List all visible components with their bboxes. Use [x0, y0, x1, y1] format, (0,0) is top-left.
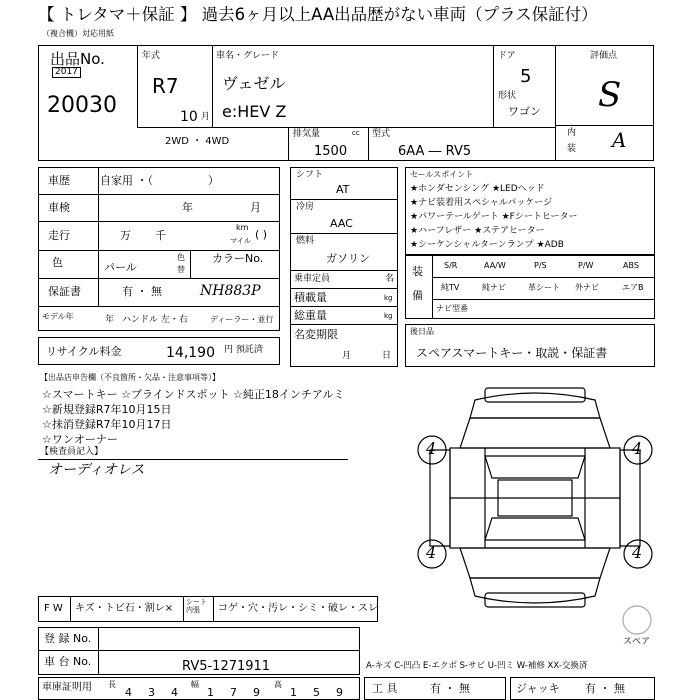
recycle-unit: 円 預託済	[224, 345, 263, 355]
mileage-mile: マイル	[230, 237, 251, 245]
car-diagram	[410, 378, 660, 618]
cert-label: 車庫証明用	[42, 682, 92, 693]
remark-3: ☆抹消登録R7年10月17日	[42, 418, 172, 431]
mileage-label: 走行	[48, 229, 70, 242]
jack-value: 有 ・ 無	[585, 682, 625, 695]
cert-value-8: 5	[313, 686, 320, 699]
car-diagram-svg	[410, 378, 660, 618]
damage-legend: A-キズ C-凹凸 E-エクボ S-サビ U-凹ミ W-補修 XX-交換済	[366, 661, 588, 671]
body-type-label: 形状	[498, 91, 517, 101]
drive-value: 2WD ・ 4WD	[165, 136, 230, 147]
interior-label-2: 装	[567, 144, 577, 154]
listing-stamp: 2017	[52, 67, 81, 78]
seat-label: シート 内張	[186, 598, 207, 614]
recycle-value: 14,190	[166, 345, 215, 361]
listing-number: 20030	[47, 93, 117, 118]
aircon-label: 冷房	[296, 202, 315, 212]
inspection-label: 車検	[48, 201, 70, 214]
model-code-label: 型式	[372, 129, 391, 139]
cert-label-width: 幅	[191, 680, 199, 689]
cert-value-1: 4	[125, 686, 132, 699]
shift-value: AT	[336, 183, 350, 196]
load-unit: kg	[384, 294, 393, 302]
mileage-km: km	[236, 223, 249, 232]
equip-navi-model: ナビ型番	[436, 304, 468, 313]
fuel-value: ガソリン	[326, 252, 370, 265]
equip-airbag: エアB	[622, 283, 644, 292]
equipment-label-2: 備	[412, 289, 423, 302]
chassis-label: 車 台 No.	[44, 655, 92, 668]
name-change-month: 月	[342, 351, 352, 361]
mileage-sen: 千	[155, 229, 166, 242]
equip-pw: P/W	[578, 261, 594, 270]
model-row-dealer: ディーラー・並行	[210, 315, 274, 324]
interior-value: A	[612, 128, 627, 152]
history-label: 車歴	[48, 174, 70, 187]
cert-value-4: 1	[207, 686, 214, 699]
model-row-label: モデル年	[42, 312, 74, 321]
body-type-value: ワゴン	[508, 105, 541, 118]
equip-aaw: AA/W	[484, 261, 506, 270]
remarks-label: 【出品店申告欄（不良箇所・欠品・注意事項等）】	[40, 373, 220, 382]
fuel-label: 燃料	[296, 236, 315, 246]
fw-label: F W	[44, 603, 63, 614]
cert-label-length: 長	[108, 680, 116, 689]
car-name-label: 車名・グレード	[216, 51, 280, 61]
history-value: 自家用 ・（ ）	[100, 174, 219, 187]
cert-value-6: 9	[253, 686, 260, 699]
tire-fl: 4	[426, 439, 437, 458]
tire-rl: 4	[426, 543, 437, 562]
weight-label: 総重量	[294, 309, 327, 322]
color-value: パール	[104, 261, 137, 274]
shift-label: シフト	[296, 170, 324, 180]
color-label-3: 替	[177, 265, 185, 274]
score-label: 評価点	[590, 51, 618, 61]
equipment-label-1: 装	[412, 265, 423, 278]
sales-point-4: ★ハーフレザー ★ステアヒーター	[410, 226, 545, 236]
banner	[38, 2, 694, 30]
chassis-value: RV5-1271911	[182, 659, 271, 674]
month-unit: 月	[201, 112, 211, 122]
car-name: ヴェゼル	[222, 74, 286, 93]
inspection-year: 年	[182, 201, 193, 214]
listing-label: 出品No.	[50, 50, 105, 68]
cert-value-3: 4	[171, 686, 178, 699]
equip-navi: 純ナビ	[482, 283, 506, 292]
sales-point-5: ★シーケンシャルターンランプ ★ADB	[410, 240, 564, 250]
inspector-note: オーディオレス	[48, 462, 145, 478]
doors-value: 5	[520, 66, 532, 87]
color-label: 色	[52, 256, 63, 269]
displacement-value: 1500	[314, 144, 348, 159]
remark-2: ☆新規登録R7年10月15日	[42, 403, 172, 416]
load-label: 積載量	[294, 291, 327, 304]
sub-caption: （複合機）対応用紙	[42, 29, 114, 38]
banner-text: 【 トレタマ＋保証 】 過去6ヶ月以上AA出品歴がない車両（プラス保証付）	[38, 5, 598, 24]
sales-point-3: ★パワーテールゲート ★Fシートヒーター	[410, 212, 578, 222]
fw-value: キズ・トビ石・割レ×	[75, 603, 174, 614]
remark-4: ☆ワンオーナー	[42, 433, 118, 446]
sales-points-label: セールスポイント	[410, 170, 474, 179]
model-row-year: 年	[105, 315, 115, 325]
tire-fr: 4	[632, 439, 643, 458]
cert-value-2: 3	[148, 686, 155, 699]
color-code-label: カラーNo.	[212, 252, 264, 265]
equip-sr: S/R	[444, 261, 458, 270]
capacity-unit: 名	[385, 274, 395, 284]
car-grade: e:HEV Z	[222, 102, 287, 121]
cert-label-height: 高	[274, 680, 282, 689]
warranty-value: 有 ・ 無	[122, 285, 162, 298]
tools-value: 有 ・ 無	[430, 682, 470, 695]
color-label-2: 色	[177, 253, 185, 262]
mileage-man: 万	[120, 229, 131, 242]
capacity-label: 乗車定員	[294, 274, 331, 284]
displacement-label: 排気量	[293, 129, 321, 139]
score-value: S	[598, 75, 622, 115]
model-code-value: 6AA ― RV5	[398, 144, 472, 159]
equip-tv: 純TV	[441, 283, 460, 292]
sales-point-2: ★ナビ装着用スペシャルパッケージ	[410, 198, 553, 208]
doors-label: ドア	[498, 51, 516, 61]
equip-ps: P/S	[534, 261, 547, 270]
warranty-label: 保証書	[48, 285, 81, 298]
sales-point-1: ★ホンダセンシング ★LEDヘッド	[410, 184, 545, 194]
spare-label: スペア	[623, 637, 651, 647]
year-value: R7	[152, 74, 179, 98]
jack-label: ジャッキ	[516, 682, 560, 695]
color-code-value: NH883P	[200, 283, 261, 299]
tools-label: 工 具	[372, 682, 398, 695]
registration-label: 登 録 No.	[44, 632, 92, 645]
accessories-value: スペアスマートキー・取説・保証書	[416, 346, 608, 360]
aircon-value: AAC	[330, 217, 353, 230]
equip-abs: ABS	[623, 261, 639, 270]
seat-value: コゲ・穴・汚レ・シミ・破レ・スレ	[218, 603, 378, 614]
interior-label-1: 内	[567, 128, 577, 138]
inspector-label: 【検査員記入】	[40, 447, 104, 457]
name-change-day: 日	[382, 351, 392, 361]
remark-1: ☆スマートキー ☆ブラインドスポット ☆純正18インチアルミ	[42, 388, 345, 401]
year-label: 年式	[142, 51, 161, 61]
month-value: 10	[180, 109, 198, 125]
accessories-label: 後日品	[410, 327, 434, 336]
recycle-label: リサイクル料金	[46, 345, 122, 358]
tire-rr: 4	[632, 543, 643, 562]
model-row-handle: ハンドル 左・右	[122, 315, 188, 325]
cert-value-7: 1	[290, 686, 297, 699]
cert-value-5: 7	[230, 686, 237, 699]
name-change-label: 名変期限	[294, 328, 338, 341]
inspection-month: 月	[250, 201, 261, 214]
mileage-note: ( )	[255, 228, 268, 241]
displacement-unit: cc	[352, 129, 360, 137]
weight-unit: kg	[384, 312, 393, 320]
cert-value-9: 9	[336, 686, 343, 699]
equip-ext-navi: 外ナビ	[575, 283, 599, 292]
equip-leather: 革シート	[528, 283, 560, 292]
